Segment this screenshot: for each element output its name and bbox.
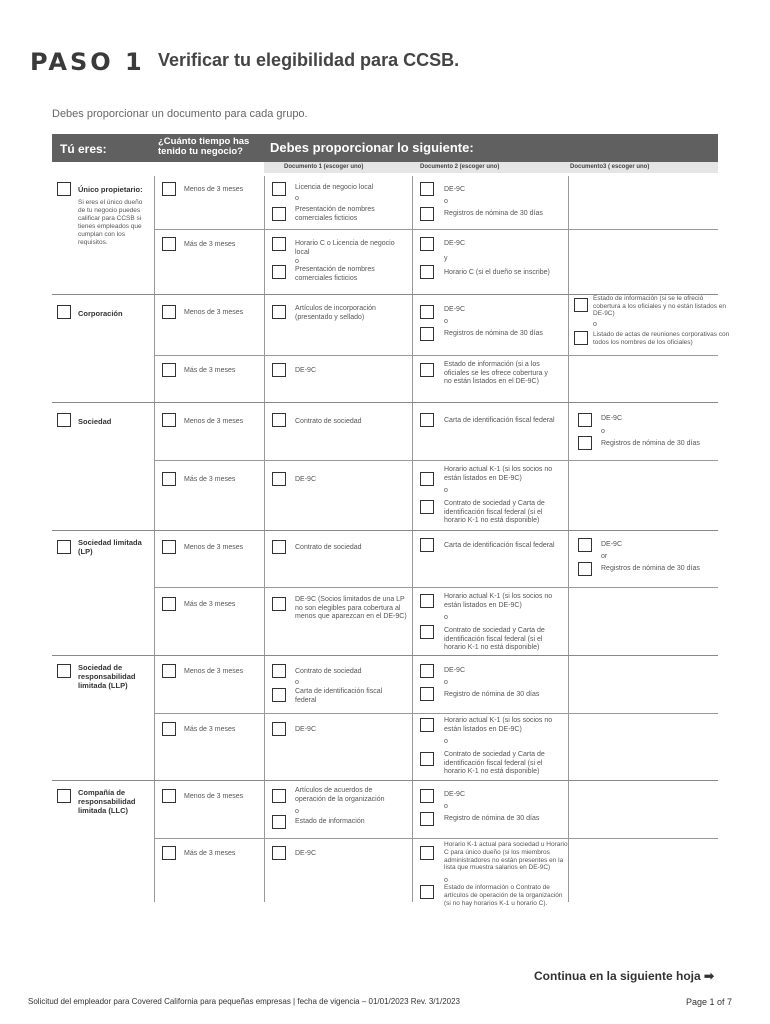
or-text: o [295, 679, 299, 686]
doc-text: DE-9C [444, 306, 466, 313]
doc-text: DE-9C [601, 541, 623, 548]
llp-checkbox[interactable] [57, 664, 71, 678]
doc-text: Licencia de negocio local [295, 184, 374, 191]
or-text: o [295, 195, 299, 202]
doc-checkbox[interactable] [272, 815, 286, 829]
doc-checkbox[interactable] [272, 846, 286, 860]
doc-checkbox[interactable] [272, 597, 286, 611]
doc-checkbox[interactable] [420, 594, 434, 608]
entity-label: Compañía de responsabilidad limitada (LLC) [78, 788, 136, 815]
doc-checkbox[interactable] [272, 664, 286, 678]
doc-checkbox[interactable] [420, 846, 434, 860]
doc-text: Carta de identificación fiscal federal [444, 417, 555, 424]
doc-checkbox[interactable] [272, 207, 286, 221]
doc-subheader [264, 162, 718, 173]
or-text: o [444, 487, 448, 494]
doc-text: Estado de información [295, 818, 365, 825]
doc-checkbox[interactable] [420, 305, 434, 319]
doc-checkbox[interactable] [272, 688, 286, 702]
doc-text: Estado de información (si a los oficiales se les ofrece cobertura y no están listados en el DE-9C) [444, 361, 548, 385]
col-you-are: Tú eres: [60, 142, 107, 156]
doc-text: Artículos de acuerdos de operación de la organización [295, 787, 385, 803]
doc-text: DE-9C [295, 850, 317, 857]
page-title: Verificar tu elegibilidad para CCSB. [158, 50, 460, 70]
entity-label: Sociedad limitada (LP) [78, 538, 142, 556]
doc-checkbox[interactable] [272, 237, 286, 251]
or-text: o [593, 321, 597, 328]
time-label: Menos de 3 meses [184, 309, 244, 316]
doc-text: Contrato de sociedad y Carta de identificación fiscal federal (si el horario K-1 no está disponible) [444, 751, 545, 775]
doc-text: DE-9C [444, 791, 466, 798]
doc-text: Contrato de sociedad [295, 418, 362, 425]
lp-checkbox[interactable] [57, 540, 71, 554]
doc-checkbox[interactable] [272, 182, 286, 196]
or-text: o [444, 877, 448, 884]
time-checkbox[interactable] [162, 722, 176, 736]
or-text: o [295, 258, 299, 265]
continue-next-page: Continua en la siguiente hoja ➡ [534, 969, 715, 983]
doc-text: Presentación de nombres comerciales ficticios [295, 206, 375, 222]
time-label: Más de 3 meses [184, 476, 236, 483]
doc-text: Contrato de sociedad [295, 544, 362, 551]
time-checkbox[interactable] [162, 789, 176, 803]
doc-text: Registro de nómina de 30 días [444, 691, 540, 698]
table-header [52, 134, 718, 162]
or-text: o [295, 808, 299, 815]
time-label: Menos de 3 meses [184, 668, 244, 675]
entity-label: Sociedad [78, 417, 112, 426]
time-label: Menos de 3 meses [184, 544, 244, 551]
doc-checkbox[interactable] [420, 472, 434, 486]
doc-text: Registros de nómina de 30 días [444, 210, 543, 217]
doc-checkbox[interactable] [420, 664, 434, 678]
doc-checkbox[interactable] [272, 722, 286, 736]
doc-checkbox[interactable] [272, 265, 286, 279]
or-text: o [444, 614, 448, 621]
time-label: Más de 3 meses [184, 726, 236, 733]
time-label: Menos de 3 meses [184, 186, 244, 193]
sole-proprietor-checkbox[interactable] [57, 182, 71, 196]
doc-text: DE-9C [295, 476, 317, 483]
doc-checkbox[interactable] [420, 752, 434, 766]
doc-text: Carta de identificación fiscal federal [444, 542, 555, 549]
doc-checkbox[interactable] [420, 625, 434, 639]
or-text: o [601, 428, 605, 435]
doc-text: Horario actual K-1 (si los socios no están listados en DE-9C) [444, 593, 553, 609]
doc-checkbox[interactable] [272, 789, 286, 803]
col-provide: Debes proporcionar lo siguiente: [270, 140, 474, 155]
doc-text: Registros de nómina de 30 días [601, 565, 700, 572]
time-checkbox[interactable] [162, 413, 176, 427]
doc-checkbox[interactable] [420, 327, 434, 341]
time-checkbox[interactable] [162, 846, 176, 860]
entity-label: Sociedad de responsabilidad limitada (LLP) [78, 663, 136, 690]
doc-text: Artículos de incorporación (presentado y sellado) [295, 305, 376, 321]
doc-text: Carta de identificación fiscal federal [295, 688, 383, 704]
doc-checkbox[interactable] [420, 500, 434, 514]
corporation-checkbox[interactable] [57, 305, 71, 319]
doc-text: DE-9C [295, 726, 317, 733]
or-text: o [444, 803, 448, 810]
doc-checkbox[interactable] [420, 538, 434, 552]
doc-checkbox[interactable] [578, 538, 592, 552]
footer-text: Solicitud del empleador para Covered California para pequeñas empresas | fecha de vigencia – 01/01/2023 Rev. 3/1/2023 [28, 997, 460, 1006]
doc-text: Registros de nómina de 30 días [444, 330, 543, 337]
doc-checkbox[interactable] [420, 413, 434, 427]
intro-text: Debes proporcionar un documento para cada grupo. [52, 108, 308, 120]
doc3-header: Documento3 ( escoger uno) [570, 164, 650, 170]
col-time: ¿Cuánto tiempo has tenido tu negocio? [158, 136, 250, 157]
time-label: Más de 3 meses [184, 367, 236, 374]
doc-text: Estado de información (si se le ofreció cobertura a los oficiales y no están listados en DE-9C) [593, 295, 726, 317]
doc-checkbox[interactable] [420, 812, 434, 826]
entity-label: Único propietario: [78, 185, 143, 194]
time-checkbox[interactable] [162, 664, 176, 678]
time-checkbox[interactable] [162, 472, 176, 486]
partnership-checkbox[interactable] [57, 413, 71, 427]
doc-checkbox[interactable] [420, 207, 434, 221]
doc-checkbox[interactable] [272, 540, 286, 554]
time-checkbox[interactable] [162, 363, 176, 377]
or-text: o [444, 198, 448, 205]
or-text: o [444, 738, 448, 745]
doc-text: Horario C (si el dueño se inscribe) [444, 269, 550, 276]
doc-text: Contrato de sociedad y Carta de identificación fiscal federal (si el horario K-1 no está disponible) [444, 500, 545, 524]
doc2-header: Documento 2 (escoger uno) [420, 164, 500, 170]
doc-checkbox[interactable] [574, 298, 588, 312]
doc-checkbox[interactable] [420, 718, 434, 732]
page-number: Page 1 of 7 [686, 997, 733, 1007]
doc-checkbox[interactable] [420, 237, 434, 251]
doc1-header: Documento 1 (escoger uno) [284, 164, 364, 170]
doc-checkbox[interactable] [272, 363, 286, 377]
doc-text: Horario actual K-1 (si los socios no están listados en DE-9C) [444, 717, 553, 733]
time-label: Más de 3 meses [184, 601, 236, 608]
doc-text: Registro de nómina de 30 días [444, 815, 540, 822]
or-text: or [601, 553, 608, 560]
doc-checkbox[interactable] [578, 436, 592, 450]
doc-checkbox[interactable] [578, 562, 592, 576]
or-text: o [444, 679, 448, 686]
time-checkbox[interactable] [162, 305, 176, 319]
entity-desc: Si eres el único dueño de tu negocio puedes calificar para CCSB si tienes empleados que cumplan con los requisitos. [78, 199, 143, 246]
doc-text: DE-9C [295, 367, 317, 374]
llc-checkbox[interactable] [57, 789, 71, 803]
doc-text: DE-9C [601, 415, 623, 422]
doc-checkbox[interactable] [420, 265, 434, 279]
doc-text: Horario C o Licencia de negocio local [295, 240, 395, 256]
doc-text: Contrato de sociedad [295, 668, 362, 675]
doc-checkbox[interactable] [420, 885, 434, 899]
entity-label: Corporación [78, 309, 123, 318]
doc-text: DE-9C (Socios limitados de una LP no son elegibles para cobertura al menos que aparezcan en el DE-9C) [295, 596, 407, 620]
and-text: y [444, 255, 448, 262]
doc-text: Contrato de sociedad y Carta de identificación fiscal federal (si el horario K-1 no está disponible) [444, 627, 545, 651]
time-checkbox[interactable] [162, 237, 176, 251]
doc-text: Estado de información o Contrato de artículos de operación de la organización (si no hay horarios K-1 u horario C). [444, 884, 563, 907]
time-label: Menos de 3 meses [184, 793, 244, 800]
doc-checkbox[interactable] [272, 472, 286, 486]
doc-checkbox[interactable] [578, 413, 592, 427]
doc-text: DE-9C [444, 186, 466, 193]
doc-text: Horario actual K-1 (si los socios no están listados en DE-9C) [444, 466, 553, 482]
step-label: PASO 1 [30, 48, 145, 76]
doc-text: Horario K-1 actual para sociedad u Horario C para único dueño (si los miembros administradores no están presentes en la lista que muestra salarios en DE-9C) [444, 841, 568, 872]
doc-text: Registros de nómina de 30 días [601, 440, 700, 447]
doc-checkbox[interactable] [574, 331, 588, 345]
time-label: Menos de 3 meses [184, 418, 244, 425]
time-label: Más de 3 meses [184, 241, 236, 248]
doc-text: DE-9C [444, 240, 466, 247]
doc-text: Presentación de nombres comerciales ficticios [295, 266, 375, 282]
or-text: o [444, 318, 448, 325]
doc-text: DE-9C [444, 667, 466, 674]
doc-checkbox[interactable] [420, 687, 434, 701]
doc-checkbox[interactable] [420, 789, 434, 803]
time-checkbox[interactable] [162, 182, 176, 196]
time-checkbox[interactable] [162, 597, 176, 611]
time-checkbox[interactable] [162, 540, 176, 554]
doc-text: Listado de actas de reuniones corporativas con todos los nombres de los oficiales) [593, 331, 730, 346]
time-label: Más de 3 meses [184, 850, 236, 857]
doc-checkbox[interactable] [272, 305, 286, 319]
doc-checkbox[interactable] [420, 182, 434, 196]
doc-checkbox[interactable] [420, 363, 434, 377]
doc-checkbox[interactable] [272, 413, 286, 427]
